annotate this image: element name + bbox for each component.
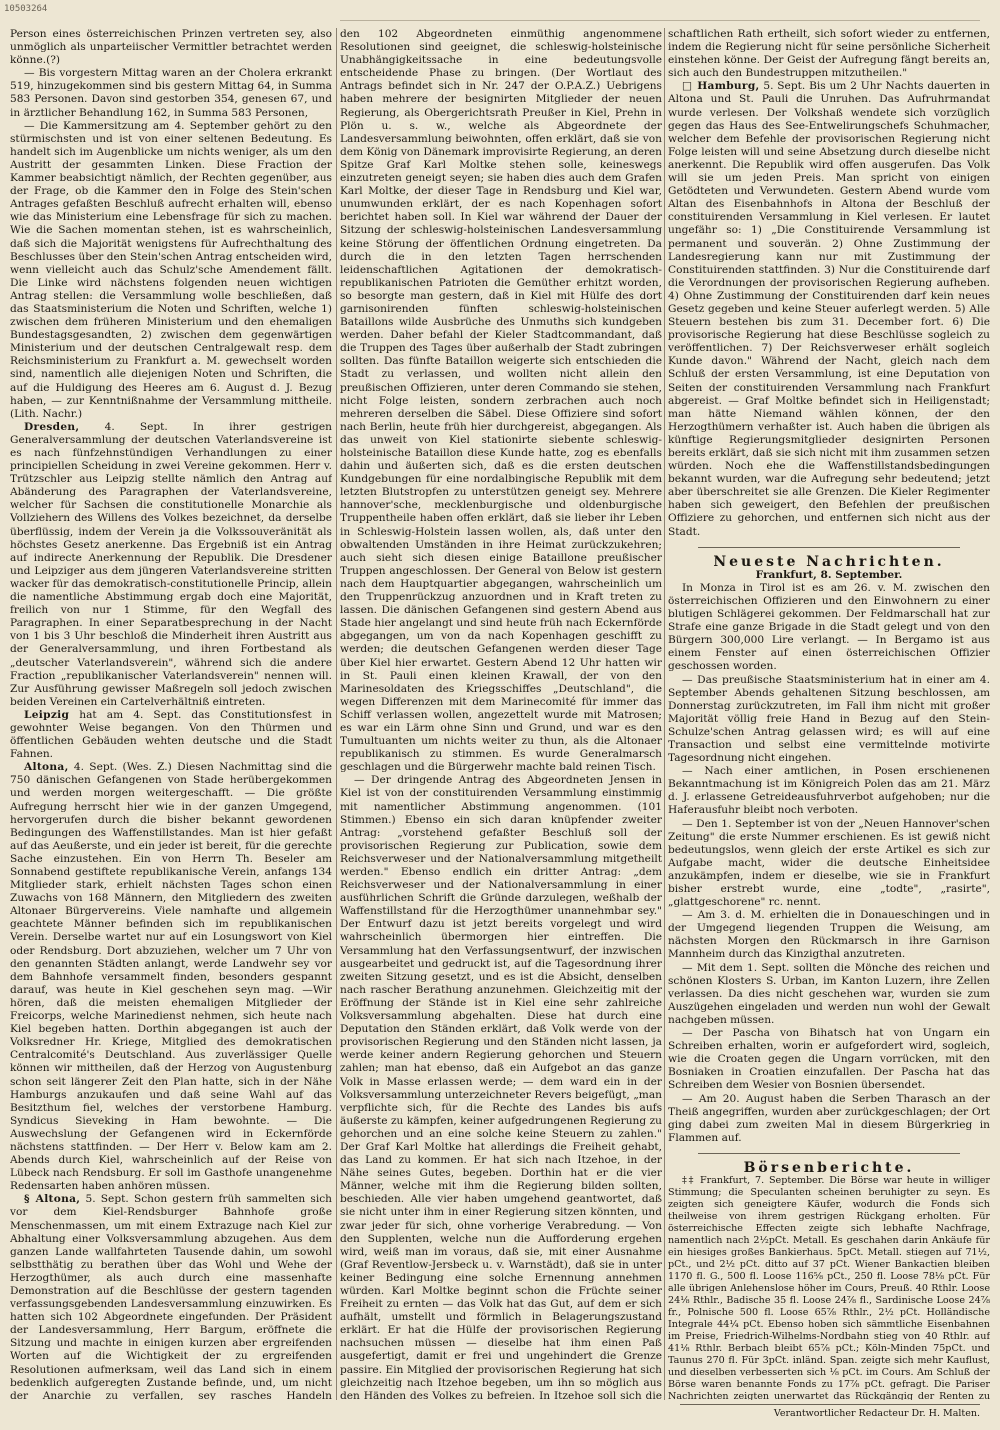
news-item: In Monza in Tirol ist es am 26. v. M. zwischen den österreichischen Offizieren und den Einwohnern zu einer blutigen Schlägerei gekommen. Der Feldmarschall hat zur Strafe eine ganze Brigade in die Stadt gelegt und von den Bürgern 300,000 Lire verlangt. — In Bergamo ist aus einem Fenster auf einen österreichischen Offizier geschossen worden.: [668, 581, 990, 673]
column-divider: [336, 28, 337, 1400]
news-item: — Der Pascha von Bihatsch hat von Ungarn ein Schreiben erhalten, worin er aufgefordert wird, sogleich, wie die Croaten gegen die Ungarn vorrücken, mit den Bosniaken in Croatien einzufallen. Der Pascha hat das Schreiben dem Wesier von Bosnien übersendet.: [668, 1027, 990, 1092]
dateline: Leipzig: [24, 708, 70, 721]
dateline: Altona,: [24, 761, 69, 774]
article-dresden: [10, 421, 332, 709]
column-divider: [664, 28, 665, 1400]
paragraph: schaftlichen Rath ertheilt, sich sofort wieder zu entfernen, indem die Regierung nicht für seine persönliche Sicherheit einstehen könne. Der Geist der Aufregung fängt bereits an, sich auch den Bundestruppen mitzutheilen.": [668, 28, 990, 80]
article-hamburg: [668, 80, 990, 538]
section-divider: [698, 1153, 960, 1154]
news-item: — Am 3. d. M. erhielten die in Donaueschingen und in der Umgegend liegenden Truppen die Weisung, am nächsten Morgen den Rückmarsch in ihre Garnison Mannheim durch das Kinzigthal anzutreten.: [668, 909, 990, 961]
column-1: [10, 28, 332, 1400]
paragraph: — Der dringende Antrag des Abgeordneten Jensen in Kiel ist von der constituirenden Versammlung einstimmig mit namentlicher Abstimmung angenommen. (101 Stimmen.) Ebenso ein sich daran knüpfender zweiter Antrag: „vorstehend gefaßter Beschluß soll der provisorischen Regierung zur Publication, sowie dem Reichsverweser und der Nationalversammlung mitgetheilt werden." Ebenso endlich ein dritter Antrag: „dem Reichsverweser und der Nationalversammlung in einer ausführlichen Schrift die Gründe darzulegen, weßhalb der Waffenstillstand für die Herzogthümer unannehmbar sey." Der Entwurf dazu ist jetzt bereits vorgelegt und wird wahrscheinlich übermorgen hier eintreffen. Die Versammlung hat den Verfassungsentwurf, der inzwischen ausgearbeitet und gedruckt ist, auf die Tagesordnung ihrer zweiten Sitzung gesetzt, und es ist die Absicht, denselben nach rascher Berathung anzunehmen. Gleichzeitig mit der Eröffnung der Stände ist in Kiel eine sehr zahlreiche Volksversammlung abgehalten. Diese hat durch eine Deputation den Ständen erklärt, daß Volk werde von der provisorischen Regierung und den Ständen nicht lassen, ja werde keiner andern Regierung gehorchen und Steuern zahlen; man hat ebenso, daß ein Aufgebot an das ganze Volk in Masse erlassen werde; — dem ward ein in der Volksversammlung unterzeichneter Revers beigefügt, „man verpflichte sich, für die Rechte des Landes bis aufs äußerste zu kämpfen, keiner aufgedrungenen Regierung zu gehorchen und an eine solche keine Steuern zu zahlen." Der Graf Karl Moltke hat allerdings die Freiheit gehabt, das Land zu kommen. Er hat sich nach Itzehoe, in der Nähe seines Gutes, begeben. Dorthin hat er die vier Männer, welche mit ihm die Regierung bilden sollten, beschieden. Alle vier haben umgehend geantwortet, daß sie nicht unter ihm in einer Regierung sitzen könnten, und zwar jeder für sich, ohne vorherige Verabredung. — Von den Supplenten, welche nun die Aufforderung ergehen wird, weiß man im voraus, daß sie, mit einer Ausnahme (Graf Reventlow-Jersbeck u. v. Warnstädt), daß sie in unter keiner Bedingung eine solche Ernennung annehmen würden. Karl Moltke beginnt schon die Früchte seiner Freiheit zu ernten — das Volk hat das Gut, auf dem er sich aufhält, umstellt und förmlich in Belagerungszustand erklärt. Er hat die Hülfe der provisorischen Regierung nachsuchen müssen — dieselbe hat ihm einen Paß ausgefertigt, damit er frei und ungehindert die Grenze passire. Ein Mitglied der provisorischen Regierung hat sich gleichzeitig nach Itzehoe begeben, um ihn so möglich aus den Händen des Volkes zu befreien. In Itzehoe soll sich die: [340, 774, 662, 1400]
article-text: 4. Sept. (Wes. Z.) Diesen Nachmittag sind die 750 dänischen Gefangenen von Stade herübergekommen und werden morgen weitergeschafft. — Die größte Aufregung herrscht hier wie in der ganzen Umgegend, hervorgerufen durch die bisher bekannt gewordenen Bedingungen des Waffenstillstandes. Man ist hier gefaßt auf das Aeußerste, und ein jeder ist bereit, für die gerechte Sache einzustehen. Ein von Herrn Th. Beseler am Sonnabend gestiftete republikanische Verein, anfangs 134 Mitglieder stark, erhielt nächsten Tages schon einen Zuwachs von 168 Männern, den Mitgliedern des zweiten Altonaer Bürgervereins. Viele namhafte und allgemein geachtete Männer befinden sich im republikanischen Verein. Derselbe wartet nur auf ein Losungswort von Kiel oder Rendsburg. Dort abzuziehen, welcher um 7 Uhr von den genannten Städten anlangt, werde Landwehr sey vor dem Bahnhofe versammelt finden, besonders gespannt darauf, was heute in Kiel geschehen seyn mag. —Wir hören, daß die meisten ehemaligen Mitglieder der Freicorps, welche Marinedienst nehmen, sich heute nach Kiel begeben hatten. Dorthin abgegangen ist auch der Volksredner Hr. Kriege, Mitglied des demokratischen Centralcomité's Deutschland. Aus zuverlässiger Quelle können wir mittheilen, daß der Herzog von Augustenburg schon seit längerer Zeit den Plan hatte, sich in der Nähe Hamburgs anzukaufen und daß seine Wahl auf das Besitzthum fiel, welches der verstorbene Hamburg. Syndicus Sieveking in Ham bewohnte. — Die Auswechslung der Gefangenen wird in Eckernförde nächstens stattfinden. — Der Herr v. Below kam am 2. Abends durch Kiel, wahrscheinlich auf der Reise von Lübeck nach Rendsburg. Er soll im Gasthofe unangenehme Redensarten haben anhören müssen.: [10, 761, 332, 1193]
news-item: — Den 1. September ist von der „Neuen Hannover'schen Zeitung" die erste Nummer erschienen. Es ist gewiß nicht bedeutungslos, wenn gleich der erste Artikel es sich zur Aufgabe macht, wider die deutsche Einheitsidee anzukämpfen, indem er dieselbe, wie sie in Frankfurt bisher erstrebt wurde, eine „todte", „rasirte", „glattgeschorene" rc. nennt.: [668, 817, 990, 909]
news-item: — Mit dem 1. Sept. sollten die Mönche des reichen und schönen Klosters S. Urban, im Kanton Luzern, ihre Zellen verlassen. Da dies nicht geschehen war, wurden sie zum Auszügehen eingeladen und werden nun wohl der Gewalt nachgeben müssen.: [668, 961, 990, 1026]
paragraph: — Die Kammersitzung am 4. September gehört zu den stürmischsten und ist von einer seltenen Bedeutung. Es handelt sich im Augenblicke um nichts weniger, als um den Austritt der gesammten Linken. Diese Fraction der Kammer beabsichtigt nämlich, der Rechten gegenüber, aus der Frage, ob die Kammer den in Folge des Stein'schen Antrages gefaßten Beschluß aufrecht erhalten will, ebenso wie das Ministerium eine Lebensfrage für sich zu machen. Wie die Sachen momentan stehen, ist es wahrscheinlich, daß sich die Majorität wenigstens für Aufrechthaltung des Beschlusses über den Stein'schen Antrag entscheiden wird, wenn vielleicht auch das Schulz'sche Amendement fällt. Die Linke wird nächstens folgenden neuen wichtigen Antrag stellen: die Versammlung wolle beschließen, daß das Staatsministerium die Noten und Schriften, welche 1) zwischen dem früheren Ministerium und den ehemaligen Bundestagsgesandten, 2) zwischen dem gegenwärtigen Ministerium und der deutschen Centralgewalt resp. dem Reichsministerium zu Frankfurt a. M. gewechselt worden sind, namentlich alle diejenigen Noten und Schriften, die auf die Huldigung des Heeres am 6. August d. J. Bezug haben, — zur Kenntnißnahme der Versammlung mittheile. (Lith. Nachr.): [10, 119, 332, 420]
dateline: □ Hamburg,: [682, 80, 760, 93]
editor-signature: Verantwortlicher Redacteur Dr. H. Malten.: [680, 1404, 980, 1419]
section-title-boerse: Börsenberichte.: [743, 1159, 915, 1176]
column-2: [340, 28, 662, 1400]
section-title-news: Neueste Nachrichten.: [713, 553, 945, 570]
paragraph: — Bis vorgestern Mittag waren an der Cholera erkrankt 519, hinzugekommen sind bis gestern Mittag 64, in Summa 583 Personen. Davon sind gestorben 354, genesen 67, und in ärztlicher Behandlung 162, in Summa 583 Personen,: [10, 67, 332, 119]
boerse-report: ‡‡ Frankfurt, 7. September. Die Börse war heute in williger Stimmung; die Speculanten scheinen beruhigter zu seyn. Es zeigten sich geneigtere Käufer, wodurch die Fonds sich theilweise von ihrem gestrigen Rückgang erholten. Für österreichische Effecten zeigte sich lebhafte Nachfrage, namentlich nach 2½pCt. Metall. Es geschahen darin Ankäufe für ein hiesiges großes Bankierhaus. 5pCt. Metall. stiegen auf 71½, pCt., und 2½ pCt. ditto auf 37 pCt. Wiener Bankactien bleiben 1170 fl. G., 500 fl. Loose 116⅝ pCt., 250 fl. Loose 78⅛ pCt. Für alle übrigen Anlehenslose höher im Cours, Preuß. 40 Rthlr. Loose 24⅛ Rthlr., Badische 35 fl. Loose 24⅞ fl., Sardinische Loose 24⅞ fr., Polnische 500 fl. Loose 65⅞ Rthlr., 2½ pCt. Holländische Integrale 44¼ pCt. Ebenso hoben sich sämmtliche Eisenbahnen im Preise, Friedrich-Wilhelms-Nordbahn stieg von 40 Rthlr. auf 41⅛ Rthlr. Berbach bleibt 65⅞ pCt.; Köln-Minden 75pCt. und Taunus 270 fl. Für 3pCt. inländ. Span. zeigte sich mehr Kauflust, und dieselben verbesserten sich ⅛ pCt. im Cours. Am Schluß der Börse waren benannte Fonds zu 17⅞ pCt. gefragt. Die Pariser Nachrichten zeigten unerwartet das Rückgängig der Renten zu: [668, 1174, 990, 1400]
section-dateline: Frankfurt, 8. September.: [755, 568, 903, 581]
news-item: — Nach einer amtlichen, in Posen erschienenen Bekanntmachung ist im Königreich Polen das am 21. März d. J. erlassene Getreideausfuhrverbot aufgehoben; nur die Haferausfuhr bleibt noch verboten.: [668, 765, 990, 817]
page-header-rule: [340, 6, 980, 21]
dateline: § Altona,: [24, 1193, 81, 1206]
article-text: hat am 4. Sept. das Constitutionsfest in gewohnter Weise begangen. Von den Thürmen und öffentlichen Gebäuden wehten deutsche und die Stadt Fahnen.: [10, 708, 332, 761]
column-3: [668, 28, 990, 1400]
paragraph: den 102 Abgeordneten einmüthig angenommene Resolutionen sind geeignet, die schleswig-holsteinische Unabhängigkeitssache in eine bedeutungsvolle entscheidende Phase zu bringen. (Der Wortlaut des Antrags befindet sich in Nr. 247 der O.P.A.Z.) Uebrigens haben mehrere der besignirten Mitglieder der neuen Regierung, als Obergerichtsrath Preußer in Kiel, Prehn in Plön u. s. w., welche als Abgeordnete der Landesversammlung beiwohnten, offen erklärt, daß sie von dem König von Dänemark improvisirte Regierung, an deren Spitze Graf Karl Moltke stehen solle, keineswegs einzutreten geneigt seyen; sie haben dies auch dem Grafen Karl Moltke, der dieser Tage in Rendsburg und Kiel war, unumwunden erklärt, der es nach Kopenhagen sofort berichtet haben soll. In Kiel war während der Dauer der Sitzung der schleswig-holsteinischen Landesversammlung keine Störung der öffentlichen Ordnung eingetreten. Da durch die in den letzten Tagen herrschenden leidenschaftlichen Agitationen der demokratisch-republikanischen Patrioten die Gemüther erhitzt worden, so besorgte man gestern, daß in Kiel mit Hülfe des dort garnisonirenden fünften schleswig-holsteinischen Bataillons wilde Ausbrüche des Unmuths sich kundgeben werden. Daher befahl der Kieler Stadtcommandant, daß die Truppen des Tages über außerhalb der Stadt zubringen sollten. Das fünfte Bataillon weigerte sich entschieden die Stadt zu verlassen, und wollten nicht allein den preußischen Offizieren, unter deren Commando sie stehen, nicht Folge leisten, sondern zerbrachen auch noch mehreren derselben die Säbel. Diese Offiziere sind sofort nach Berlin, heute früh hier durchgereist, abgegangen. Als das unweit von Kiel stationirte siebente schleswig-holsteinische Bataillon diese Kunde hatte, zog es ebenfalls dahin und äußerten sich, daß es die ersten deutschen Kundgebungen für eine nordalbingische Republik mit dem letzten Blutstropfen zu unterstützen geneigt sey. Mehrere hannover'sche, mecklenburgische und oldenburgische Truppentheile haben offen erklärt, daß sie lieber ihr Leben in Schleswig-Holstein lassen wollen, als, daß unter den obwaltenden Umständen in ihre Heimat zurückzukehren; auch sieht sich diesen einige Bataillone preußischer Truppen angeschlossen. Der General von Below ist gestern nach dem Hauptquartier abgegangen, wahrscheinlich um den Truppenrückzug anzuordnen und in Kraft treten zu lassen. Die dänischen Gefangenen sind gestern Abend aus Stade hier angelangt und sind heute früh nach Eckernförde abgegangen, um von da nach Kopenhagen geschifft zu werden; die deutschen Gefangenen werden dieser Tage über Kiel hier erwartet. Gestern Abend 12 Uhr hatten wir in St. Pauli einen kleinen Krawall, der von den Marinesoldaten des Kriegsschiffes „Deutschland", die wegen Differenzen mit dem Marinecomité für immer das Schiff verlassen wollen, angezettelt wurde mit Matrosen; es war ein Lärm ohne Sinn und Grund, und war es den Tumultuanten um nichts weiter zu thun, als die Altonaer republikanisch zu stimmen. Es wurde Generalmarsch geschlagen und die Bürgerwehr machte bald reinen Tisch.: [340, 28, 662, 774]
paragraph: Person eines österreichischen Prinzen vertreten sey, also unmöglich als unparteiischer Vermittler betrachtet werden könne.(?): [10, 28, 332, 67]
article-altona: [10, 761, 332, 1193]
archive-stamp: 10503264: [4, 4, 48, 14]
article-altona: [10, 1193, 332, 1400]
article-text: 4. Sept. In ihrer gestrigen Generalversammlung der deutschen Vaterlandsvereine ist es nach fünfzehnstündigen Verhandlungen zu einer principiellen Scheidung in zwei Vereine gekommen. Herr v. Trützschler aus Leipzig stellte nämlich den Antrag auf Abänderung des Paragraphen der Vaterlandsvereine, welcher für Sachsen die constitutionelle Monarchie als Vollziehern des Willens des Volkes bezeichnet, da derselbe überflüssig, indem der Verein ja die Volkssouveränität als höchstes Gesetz anerkenne. Das Ergebniß ist ein Antrag auf indirecte Anerkennung der Republik. Die Dresdener und Leipziger aus dem jüngeren Vaterlandsvereine stritten wacker für das demokratisch-constitutionelle Princip, allein die namentliche Abstimmung ergab doch eine Majorität, freilich von nur 1 Stimme, für den Wegfall des Paragraphen. In einer Separatbesprechung in der Nacht von 1 bis 3 Uhr beschloß die Minderheit ihren Austritt aus der Generalversammlung, und ihren Fortbestand als „deutscher Vaterlandsverein", während sich die andere Fraction „republikanischer Vaterlandsverein" nennen will. Zur Ausführung gewisser Maßregeln soll jedoch zwischen beiden Vereinen ein Cartelverhältniß eintreten.: [10, 420, 332, 708]
news-item: — Das preußische Staatsministerium hat in einer am 4. September Abends gehaltenen Sitzung beschlossen, am Donnerstag zurückzutreten, im Fall ihm nicht mit großer Majorität völlig freie Hand in Bezug auf den Stein-Schulze'schen Antrag gelassen wird; es will auf eine Transaction und selbst eine vermittelnde motivirte Tagesordnung nicht eingehen.: [668, 673, 990, 765]
article-text: 5. Sept. Bis um 2 Uhr Nachts dauerten in Altona und St. Pauli die Unruhen. Das Aufruhrmandat wurde verlesen. Der Volkshaß wendete sich vorzüglich gegen das Haus des See-Entwelirungschefs Schuhmacher, welcher dem Befehle der provisorischen Regierung nicht Folge leisten will und seine Absetzung durch dieselbe nicht anerkennt. Die Republik wird offen ausgerufen. Das Volk will sie um jeden Preis. Man spricht von einigen Getödteten und Verwundeten. Gestern Abend wurde vom Altan des Eisenbahnhofs in Altona der Beschluß der constituirenden Versammlung in Kiel verlesen. Er lautet ungefähr so: 1) „Die Constituirende Versammlung ist permanent und souverän. 2) Ohne Zustimmung der Landesregierung kann nur mit Zustimmung der Constituirenden stattfinden. 3) Nur die Constituirende darf die Verordnungen der provisorischen Regierung aufheben. 4) Ohne Zustimmung der Constituirenden darf kein neues Gesetz gegeben und keine Steuer auferlegt werden. 5) Alle Steuern bestehen bis zum 31. December fort. 6) Die provisorische Regierung hat diese Beschlüsse sogleich zu veröffentlichen. 7) Der Reichsverweser erhält sogleich Kunde davon." Während der Nacht, gleich nach dem Schluß der ersten Versammlung, ist eine Deputation von Seiten der constituirenden Versammlung nach Frankfurt abgereist. — Graf Moltke befindet sich in Heiligenstadt; man hätte Niemand wählen können, der den Herzogthümern verhaßter ist. Auch haben die übrigen als künftige Regierungsmitglieder designirten Personen bereits erklärt, daß sie sich nicht mit ihm zusammen setzen würden. Noch ehe die Waffenstillstandsbedingungen bekannt wurden, war die Aufregung sehr bedeutend; jetzt aber überschreitet sie alle Grenzen. Die Kieler Regimenter haben sich geweigert, den Befehlen der preußischen Offiziere zu gehorchen, und entfernen sich nicht aus der Stadt.: [668, 80, 990, 538]
article-leipzig: [10, 709, 332, 761]
news-item: — Am 20. August haben die Serben Tharasch an der Theiß angegriffen, wurden aber zurückgeschlagen; der Ort ging dabei zum zweiten Mal in diesem Bürgerkrieg in Flammen auf.: [668, 1092, 990, 1144]
article-text: 5. Sept. Schon gestern früh sammelten sich vor dem Kiel-Rendsburger Bahnhofe große Menschenmassen, um mit einem Extrazuge nach Kiel zur Abhaltung einer Volksversammlung abzugehen. Aus dem ganzen Lande wallfahrteten Tausende dahin, um sowohl selbstthätig zu berathen über das Wohl und Wehe der Herzogthümer, als auch durch eine massenhafte Demonstration auf die Beschlüsse der gestern tagenden verfassungsgebenden Landesversammlung einzuwirken. Es hatten sich 102 Abgeordnete eingefunden. Der Präsident der Landesversammlung, Herr Bargum, eröffnete die Sitzung und machte in einigen kurzen aber ergreifenden Worten auf die Wichtigkeit der zu ergreifenden Resolutionen aufmerksam, weil das Land sich in einem bedenklich aufgeregten Zustande befinde, und, um nicht der Anarchie zu verfallen, sey rasches Handeln: [10, 1193, 332, 1400]
dateline: Dresden,: [24, 420, 80, 433]
section-divider: [698, 547, 960, 548]
